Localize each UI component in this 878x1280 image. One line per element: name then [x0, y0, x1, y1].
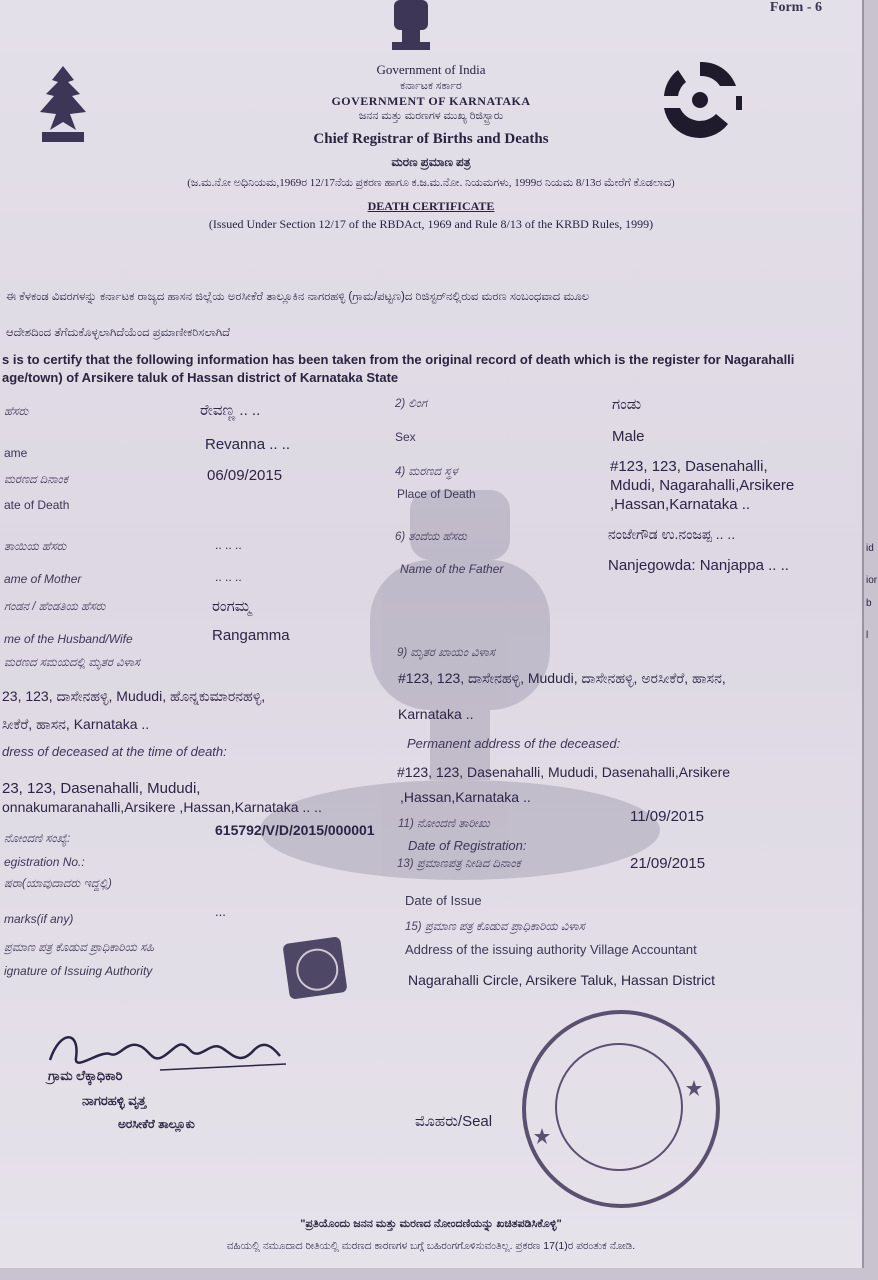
perm-addr-kn-line2: Karnataka .. [398, 706, 474, 722]
sex-value: Male [612, 428, 645, 445]
addr-death-line2: onnakumaranahalli,Arsikere ,Hassan,Karnataka .. .. [2, 799, 322, 815]
dod-label: ate of Death [4, 498, 70, 512]
place-of-death-line3: ,Hassan,Karnataka .. [610, 496, 751, 513]
regdate-label-kn: 11) ನೋಂದಣಿ ತಾರೀಖು [398, 818, 490, 830]
goi-heading: Government of India [376, 62, 486, 77]
signature-stamp-line2: ನಾಗರಹಳ್ಳಿ ವೃತ್ತ [82, 1093, 147, 1108]
small-stamp [282, 936, 347, 1000]
issuing-authority-address: Nagarahalli Circle, Arsikere Taluk, Hassan District [408, 972, 716, 988]
gok-heading: GOVERNMENT OF KARNATAKA [331, 94, 531, 108]
seal-star-icon [686, 1080, 702, 1096]
margin-mark: b [866, 598, 872, 609]
ashoka-emblem-icon [388, 0, 434, 58]
remarks-label-kn: ಷರಾ(ಯಾವುದಾದರು ಇದ್ದಲ್ಲಿ) [4, 878, 112, 890]
margin-mark: ior [866, 575, 878, 586]
sex-label-kn: 2) ಲಿಂಗ [395, 398, 428, 410]
regno-label-kn: ನೋಂದಣಿ ಸಂಖ್ಯೆ: [4, 833, 71, 845]
sex-value-kn: ಗಂಡು [612, 396, 642, 413]
sex-label: Sex [395, 430, 416, 444]
date-of-registration: 11/09/2015 [630, 808, 704, 825]
regno-label: egistration No.: [4, 855, 85, 869]
father-label: Name of the Father [400, 562, 504, 576]
seal-label: ಮೊಹರು/Seal [415, 1113, 493, 1130]
mother-label: ame of Mother [4, 572, 82, 586]
mother-label-kn: ತಾಯಿಯ ಹೆಸರು [4, 541, 67, 553]
name-label: ame [4, 446, 28, 460]
perm-addr-kn-line1: #123, 123, ದಾಸೇನಹಳ್ಳಿ, Mududi, ದಾಸೇನಹಳ್ಳಿ, ಅರಸೀಕೆರೆ, ಹಾಸನ, [398, 670, 726, 686]
issued-under: (Issued Under Section 12/17 of the RBDAct, 1969 and Rule 8/13 of the KRBD Rules, 1999) [208, 217, 654, 231]
addr-death-label-kn: ಮರಣದ ಸಮಯದಲ್ಲಿ ಮೃತರ ವಿಳಾಸ [4, 657, 140, 669]
intro-en-line1: s is to certify that the following information has been taken from the original record of death which is the register for Nagarahalli [2, 352, 795, 367]
signature-stamp-line3: ಅರಸೀಕೆರೆ ತಾಲ್ಲೂಕು [118, 1117, 195, 1131]
intro-kn-line1: ಈ ಕೆಳಕಂಡ ವಿವರಗಳನ್ನು ಕರ್ನಾಟಕ ರಾಜ್ಯದ ಹಾಸನ ಜಿಲ್ಲೆಯ ಅರಸೀಕೆರೆ ತಾಲ್ಲೂಕಿನ ನಾಗರಹಳ್ಳಿ (ಗ್ರಾಮ/ಪಟ್ಟಣ)ದ ರಿಜಿಸ್ಟರ್‌ನಲ್ಲಿರುವ ಮರಣ ಸಂಬಂಧವಾದ ಮೂಲ [6, 291, 590, 303]
father-label-kn: 6) ತಂದೆಯ ಹೆಸರು [395, 531, 467, 543]
footer-slogan: "ಪ್ರತಿಯೊಂದು ಜನನ ಮತ್ತು ಮರಣದ ನೋಂದಣಿಯನ್ನು ಖಚಿತಪಡಿಸಿಕೊಳ್ಳಿ" [300, 1218, 562, 1230]
intro-kn-line2: ಆದೇಶದಿಂದ ತೆಗೆದುಕೊಳ್ಳಲಾಗಿದೆಯೆಂದ ಪ್ರಮಾಣೀಕರಿಸಲಾಗಿದೆ [6, 327, 231, 339]
perm-addr-label: Permanent address of the deceased: [407, 736, 621, 751]
mother-name: .. .. .. [215, 570, 242, 584]
margin-mark: id [866, 543, 874, 554]
signature-stamp-line1: ಗ್ರಾಮ ಲೆಕ್ಕಾಧಿಕಾರಿ [48, 1068, 123, 1083]
perm-addr-line2: ,Hassan,Karnataka .. [400, 789, 531, 805]
father-name-kn: ನಂಜೇಗೌಡ ಉ.ನಂಜಪ್ಪ .. .. [608, 526, 736, 542]
remarks-value: ... [215, 904, 226, 919]
addr-death-line1: 23, 123, Dasenahalli, Mududi, [2, 780, 201, 797]
registration-number: 615792/V/D/2015/000001 [215, 822, 375, 838]
office-seal-inner-ring [555, 1043, 683, 1171]
place-of-death-line1: #123, 123, Dasenahalli, [610, 458, 768, 475]
perm-addr-line1: #123, 123, Dasenahalli, Mududi, Dasenahalli,Arsikere [397, 764, 731, 780]
remarks-label: marks(if any) [4, 912, 74, 926]
pod-label-kn: 4) ಮರಣದ ಸ್ಥಳ [395, 466, 458, 478]
deceased-name-kn: ರೇವಣ್ಣ .. .. [200, 402, 261, 419]
name-label-kn: ಹೆಸರು [4, 406, 29, 418]
authaddr-label-kn: 15) ಪ್ರಮಾಣ ಪತ್ರ ಕೊಡುವ ಪ್ರಾಧಿಕಾರಿಯ ವಿಳಾಸ [405, 921, 585, 933]
gok-heading-kn: ಕರ್ನಾಟಕ ಸರ್ಕಾರ [400, 80, 462, 92]
addr-death-label: dress of deceased at the time of death: [2, 744, 227, 759]
crbd-heading-kn: ಜನನ ಮತ್ತು ಮರಣಗಳ ಮುಖ್ಯ ರಿಜಿಸ್ಟ್ರಾರು [358, 110, 504, 122]
intro-en-line2: age/town) of Arsikere taluk of Hassan district of Karnataka State [2, 370, 399, 385]
spouse-label: me of the Husband/Wife [4, 632, 133, 646]
crbd-heading: Chief Registrar of Births and Deaths [313, 131, 549, 147]
issuedate-label-kn: 13) ಪ್ರಮಾಣಪತ್ರ ನೀಡಿದ ದಿನಾಂಕ [397, 858, 521, 870]
certificate-title: DEATH CERTIFICATE [367, 199, 495, 213]
addr-death-kn-line2: ಸೀಕೆರೆ, ಹಾಸನ, Karnataka .. [2, 716, 150, 732]
issuedate-label: Date of Issue [405, 893, 482, 908]
dod-label-kn: ಮರಣದ ದಿನಾಂಕ [4, 474, 68, 486]
perm-addr-label-kn: 9) ಮೃತರ ಖಾಯಂ ವಿಳಾಸ [397, 647, 495, 659]
regdate-label: Date of Registration: [408, 838, 527, 853]
seal-star-icon [534, 1128, 550, 1144]
margin-mark: l [866, 630, 869, 641]
form-number: Form - 6 [769, 0, 822, 15]
place-of-death-line2: Mdudi, Nagarahalli,Arsikere [610, 477, 795, 494]
authaddr-label: Address of the issuing authority Village Accountant [405, 942, 697, 957]
authsig-label-kn: ಪ್ರಮಾಣ ಪತ್ರ ಕೊಡುವ ಪ್ರಾಧಿಕಾರಿಯ ಸಹಿ [4, 942, 155, 954]
father-name: Nanjegowda: Nanjappa .. .. [608, 557, 789, 574]
date-of-issue: 21/09/2015 [630, 855, 706, 872]
date-of-death: 06/09/2015 [207, 467, 283, 484]
spouse-label-kn: ಗಂಡನ / ಹೆಂಡತಿಯ ಹೆಸರು [4, 601, 106, 613]
certificate-title-kn: ಮರಣ ಪ್ರಮಾಣ ಪತ್ರ [391, 155, 471, 169]
deceased-name: Revanna .. .. [205, 436, 291, 453]
mother-name-kn: .. .. .. [215, 538, 242, 552]
footer-note: ವಹಿಯಲ್ಲಿ ನಮೂದಾದ ರೀತಿಯಲ್ಲಿ ಮರಣದ ಕಾರಣಗಳ ಬಗ್ಗೆ ಬಹಿರಂಗಗೊಳಿಸುವಂತಿಲ್ಲ. ಪ್ರಕರಣ 17(1)ರ ಪರಂತುಕ ನೋಡಿ. [226, 1240, 636, 1252]
issued-under-kn: (ಜ.ಮ.ನೋ ಅಧಿನಿಯಮ,1969ರ 12/17ನೆಯ ಪ್ರಕರಣ ಹಾಗೂ ಕ.ಜ.ಮ.ನೋ. ನಿಯಮಗಳು, 1999ರ ನಿಯಮ 8/13ರ ಮೇರೆಗೆ ಕೊಡಲಾದ) [187, 177, 675, 189]
pod-label: Place of Death [397, 487, 476, 501]
authsig-label: ignature of Issuing Authority [4, 964, 153, 978]
addr-death-kn-line1: 23, 123, ದಾಸೇನಹಳ್ಳಿ, Mududi, ಹೊನ್ನಕುಮಾರನಹಳ್ಳಿ, [2, 688, 266, 704]
spouse-name: Rangamma [212, 627, 290, 644]
spouse-name-kn: ರಂಗಮ್ಮ [212, 598, 252, 615]
